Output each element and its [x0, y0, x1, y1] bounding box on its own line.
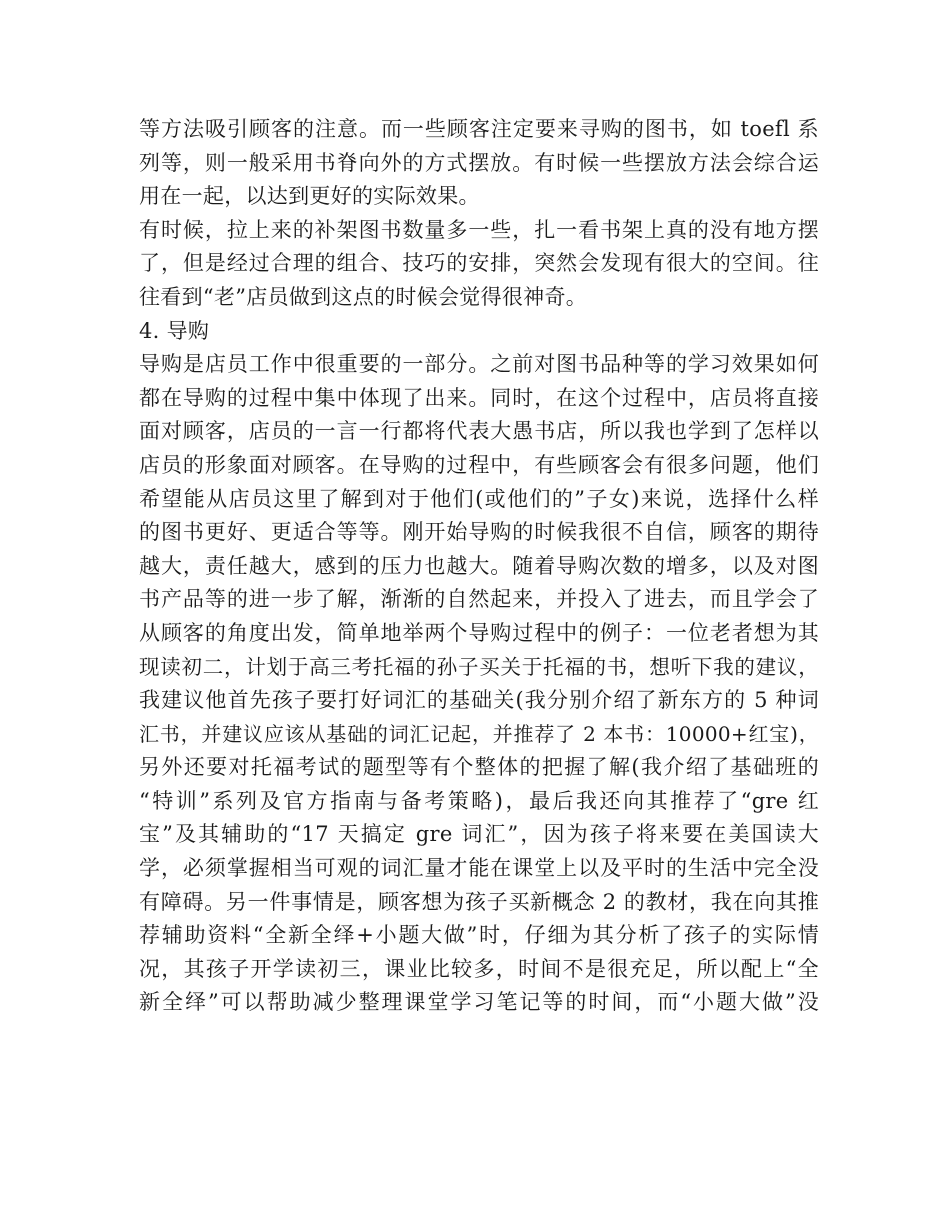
text-line: 汇书，并建议应该从基础的词汇记起，并推荐了 2 本书：10000+红宝)，: [139, 721, 819, 746]
text-line: 都在导购的过程中集中体现了出来。同时，在这个过程中，店员将直接: [139, 385, 819, 410]
text-line: 况，其孩子开学读初三，课业比较多，时间不是很充足，所以配上“全: [139, 956, 819, 981]
text-line: 店员的形象面对顾客。在导购的过程中，有些顾客会有很多问题，他们: [139, 452, 819, 477]
text-line: 现读初二，计划于高三考托福的孙子买关于托福的书，想听下我的建议，: [139, 654, 819, 679]
text-line: 我建议他首先孩子要打好词汇的基础关(我分别介绍了新东方的 5 种词: [139, 688, 819, 713]
text-line: 荐辅助资料“全新全绎+小题大做”时，仔细为其分析了孩子的实际情: [139, 923, 819, 948]
section-heading: 4. 导购: [139, 318, 210, 343]
text-line: 用在一起，以达到更好的实际效果。: [139, 184, 480, 209]
text-line: 宝”及其辅助的“17 天搞定 gre 词汇”，因为孩子将来要在美国读大: [139, 822, 819, 847]
text-line: 导购是店员工作中很重要的一部分。之前对图书品种等的学习效果如何: [139, 352, 819, 377]
text-line: 有障碍。另一件事情是，顾客想为孩子买新概念 2 的教材，我在向其推: [139, 889, 819, 914]
text-line: 新全绎”可以帮助减少整理课堂学习笔记等的时间，而“小题大做”没: [139, 990, 819, 1015]
text-line: 了，但是经过合理的组合、技巧的安排，突然会发现有很大的空间。往: [139, 251, 819, 276]
text-line: 另外还要对托福考试的题型等有个整体的把握了解(我介绍了基础班的: [139, 755, 819, 780]
text-line: 从顾客的角度出发，简单地举两个导购过程中的例子：一位老者想为其: [139, 620, 819, 645]
text-line: “特训”系列及官方指南与备考策略)，最后我还向其推荐了“gre 红: [139, 788, 819, 813]
text-line: 往看到“老”店员做到这点的时候会觉得很神奇。: [139, 284, 588, 309]
text-line: 面对顾客，店员的一言一行都将代表大愚书店，所以我也学到了怎样以: [139, 419, 819, 444]
text-line: 的图书更好、更适合等等。刚开始导购的时候我很不自信，顾客的期待: [139, 520, 819, 545]
text-line: 学，必须掌握相当可观的词汇量才能在课堂上以及平时的生活中完全没: [139, 856, 819, 881]
body-text: [139, 113, 819, 1020]
text-line: 等方法吸引顾客的注意。而一些顾客注定要来寻购的图书，如 toefl 系: [139, 117, 819, 141]
text-line: 越大，责任越大，感到的压力也越大。随着导购次数的增多，以及对图: [139, 553, 819, 578]
text-line: 书产品等的进一步了解，渐渐的自然起来，并投入了进去，而且学会了: [139, 587, 819, 612]
text-line: 列等，则一般采用书脊向外的方式摆放。有时候一些摆放方法会综合运: [139, 150, 819, 175]
text-line: 希望能从店员这里了解到对于他们(或他们的”子女)来说，选择什么样: [139, 486, 819, 511]
text-line: 有时候，拉上来的补架图书数量多一些，扎一看书架上真的没有地方摆: [139, 217, 819, 242]
